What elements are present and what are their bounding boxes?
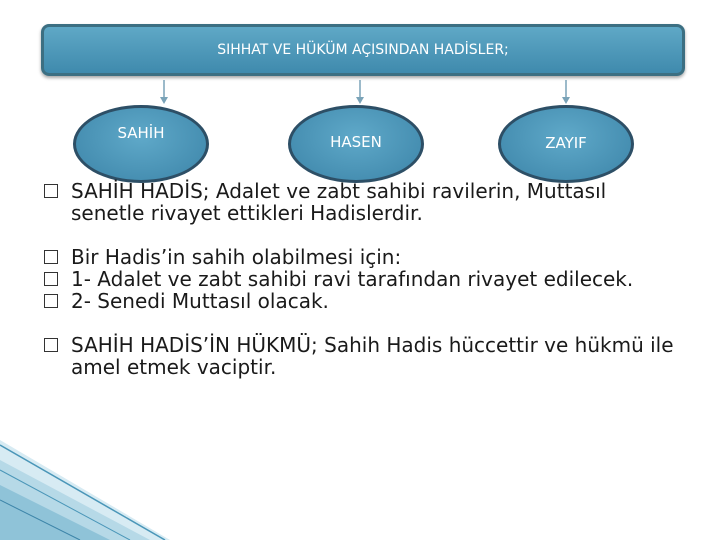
bullet-paragraph: [44, 268, 684, 290]
bullet-box-icon: [44, 250, 58, 264]
bullet-box-icon: [44, 184, 58, 198]
corner-decoration: [0, 440, 170, 540]
body-text: [44, 180, 684, 378]
category-label: SAHİH: [117, 124, 165, 142]
bullet-box-icon: [44, 294, 58, 308]
title-banner: [41, 24, 685, 76]
banner-title: SIHHAT VE HÜKÜM AÇISINDAN HADİSLER;: [217, 42, 509, 58]
category-hasen: [288, 105, 424, 183]
bullet-paragraph: [44, 290, 684, 312]
arrow-down-icon: [356, 80, 364, 104]
bullet-box-icon: [44, 338, 58, 352]
bullet-box-icon: [44, 272, 58, 286]
paragraph-text: SAHİH HADİS’İN HÜKMÜ; Sahih Hadis hüccettir ve hükmü ile amel etmek vaciptir.: [71, 333, 674, 379]
category-label: ZAYIF: [545, 134, 587, 152]
category-sahih: [73, 105, 209, 183]
paragraph-text: 2- Senedi Muttasıl olacak.: [71, 289, 329, 313]
bullet-paragraph: [44, 180, 684, 224]
paragraph-text: 1- Adalet ve zabt sahibi ravi tarafından rivayet edilecek.: [71, 267, 634, 291]
category-zayif: [498, 105, 634, 183]
bullet-paragraph: [44, 334, 684, 378]
paragraph-text: SAHİH HADİS; Adalet ve zabt sahibi ravilerin, Muttasıl senetle rivayet ettikleri Hadislerdir.: [71, 179, 607, 225]
category-label: HASEN: [330, 133, 382, 151]
paragraph-text: Bir Hadis’in sahih olabilmesi için:: [71, 245, 402, 269]
arrow-down-icon: [562, 80, 570, 104]
bullet-paragraph: [44, 246, 684, 268]
arrow-down-icon: [160, 80, 168, 104]
